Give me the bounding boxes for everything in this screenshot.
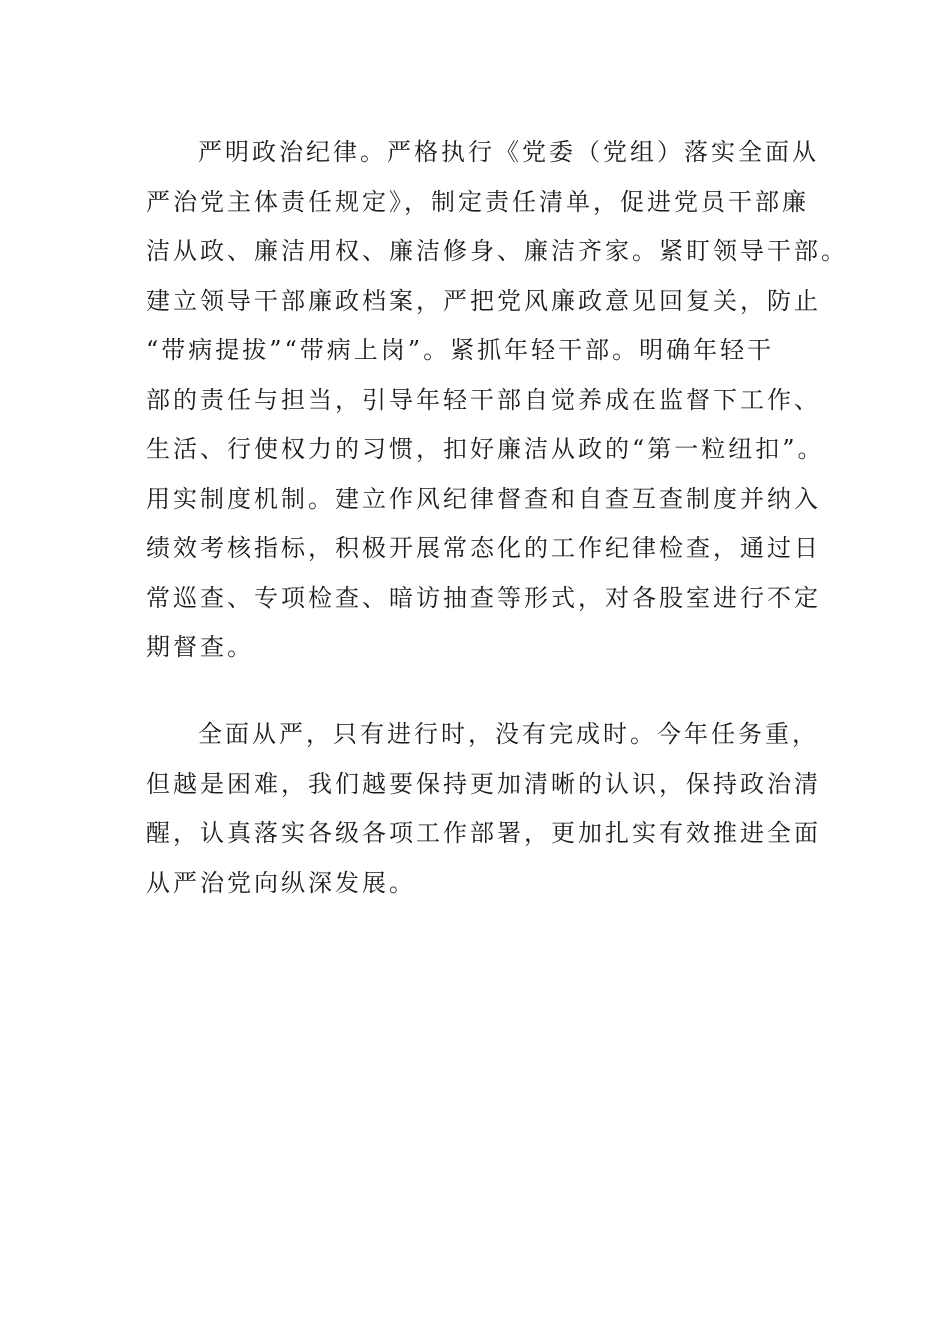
text-line: 全面从严，只有进行时，没有完成时。今年任务重， [198, 720, 819, 748]
text-line: 洁从政、廉洁用权、廉洁修身、廉洁齐家。紧盯领导干部。 [146, 237, 848, 265]
text-line: 建立领导干部廉政档案，严把党风廉政意见回复关，防止 [146, 286, 821, 315]
text-line: 严明政治纪律。严格执行《党委（党组）落实全面从 [198, 138, 819, 166]
paragraph-political-discipline [146, 128, 848, 673]
text-line: 从严治党向纵深发展。 [146, 868, 416, 897]
text-line: 部的责任与担当，引导年轻干部自觉养成在监督下工作、 [146, 385, 821, 414]
text-line: 严治党主体责任规定》，制定责任清单，促进党员干部廉 [146, 187, 809, 216]
text-line: 但越是困难，我们越要保持更加清晰的认识，保持政治清 [146, 769, 821, 798]
text-line: 生活、行使权力的习惯，扣好廉洁从政的“第一粒纽扣”。 [146, 435, 825, 463]
text-line: 绩效考核指标，积极开展常态化的工作纪律检查，通过日 [146, 534, 821, 562]
paragraph-conclusion [146, 710, 826, 908]
text-line: 用实制度机制。建立作风纪律督查和自查互查制度并纳入 [146, 484, 821, 513]
text-line: 醒，认真落实各级各项工作部署，更加扎实有效推进全面 [146, 819, 821, 847]
text-line: 期督查。 [146, 633, 254, 661]
text-line: “带病提拔”“带病上岗”。紧抓年轻干部。明确年轻干 [146, 336, 775, 364]
text-line: 常巡查、专项检查、暗访抽查等形式，对各股室进行不定 [146, 583, 821, 612]
